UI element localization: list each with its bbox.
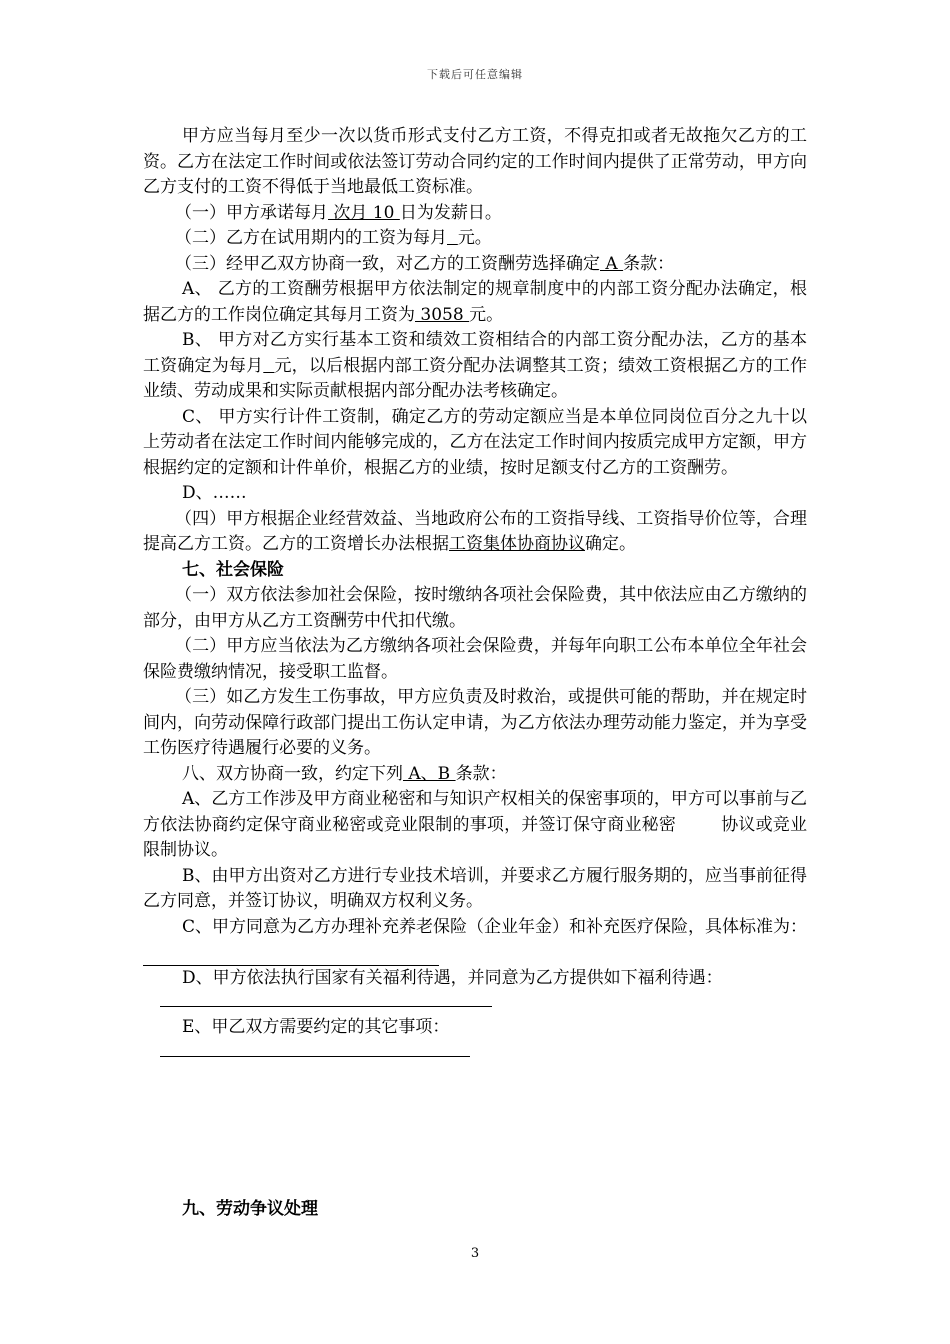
- paragraph-option-c: C、 甲方实行计件工资制，确定乙方的劳动定额应当是本单位同岗位百分之九十以上劳动者在法定工作时间内能够完成的，乙方在法定工作时间内按质完成甲方定额，甲方根据约定的定额和计件单价，根据乙方的业绩，按时足额支付乙方的工资酬劳。: [143, 406, 807, 478]
- document-body: [143, 124, 807, 1057]
- paragraph-8-e: E、甲乙双方需要约定的其它事项：: [182, 1017, 450, 1037]
- page-header: 下载后可任意编辑: [427, 68, 523, 81]
- paragraph-7-3: （三）如乙方发生工伤事故，甲方应负责及时救治，或提供可能的帮助，并在规定时间内，向劳动保障行政部门提出工伤认定申请，为乙方依法办理劳动能力鉴定，并为享受工伤医疗待遇履行必要的义务。: [143, 687, 807, 758]
- paragraph-8-b: B、由甲方出资对乙方进行专业技术培训，并要求乙方履行服务期的，应当事前征得乙方同意，并签订协议，明确双方权利义务。: [143, 865, 807, 911]
- page-number: 3: [470, 1246, 480, 1261]
- monthly-wage-value: 3058: [415, 304, 470, 325]
- paragraph-wage-option: （三）经甲乙双方协商一致，对乙方的工资酬劳选择确定 A 条款：: [175, 253, 675, 274]
- paragraph-8-a: A、乙方工作涉及甲方商业秘密和与知识产权相关的保密事项的，甲方可以事前与乙方依法协商约定保守商业秘密或竞业限制的事项，并签订保守商业秘密 协议或竞业限制协议。: [143, 789, 808, 860]
- paragraph-8-c: C、甲方同意为乙方办理补充养老保险（企业年金）和补充医疗保险，具体标准为：: [143, 915, 807, 966]
- paragraph-wage-payment: 甲方应当每月至少一次以货币形式支付乙方工资，不得克扣或者无故拖欠乙方的工资。乙方在法定工作时间或依法签订劳动合同约定的工作时间内提供了正常劳动，甲方向乙方支付的工资不得低于当地最低工资标准。: [143, 126, 807, 197]
- paragraph-wage-increase: （四）甲方根据企业经营效益、当地政府公布的工资指导线、工资指导价位等，合理提高乙方工资。乙方的工资增长办法根据工资集体协商协议确定。: [143, 508, 807, 554]
- payday-value: 次月 10: [328, 202, 400, 223]
- section-9-title: 九、劳动争议处理: [182, 1199, 318, 1219]
- paragraph-option-b: B、 甲方对乙方实行基本工资和绩效工资相结合的内部工资分配办法，乙方的基本工资确定为每月 元，以后根据内部工资分配办法调整其工资；绩效工资根据乙方的工作业绩、劳动成果和实际贡献根据内部分配办法考核确定。: [143, 330, 808, 401]
- probation-wage-blank: [447, 228, 458, 248]
- paragraph-7-2: （二）甲方应当依法为乙方缴纳各项社会保险费，并每年向职工公布本单位全年社会保险费缴纳情况，接受职工监督。: [143, 636, 807, 682]
- section-8-intro: 八、双方协商一致，约定下列 A、B 条款：: [182, 763, 507, 784]
- base-wage-blank: [263, 356, 274, 376]
- wage-option-value: A: [600, 253, 624, 274]
- other-matters-blank-line: [160, 1055, 470, 1057]
- paragraph-option-d: D、……: [182, 483, 247, 503]
- paragraph-8-d: D、甲方依法执行国家有关福利待遇，并同意为乙方提供如下福利待遇：: [182, 967, 723, 988]
- wage-agreement-value: 工资集体协商协议: [449, 534, 585, 554]
- supplementary-insurance-blank: [143, 947, 439, 966]
- paragraph-7-1: （一）双方依法参加社会保险，按时缴纳各项社会保险费，其中依法应由乙方缴纳的部分，由甲方从乙方工资酬劳中代扣代缴。: [143, 585, 807, 631]
- section-8-options-value: A、B: [403, 763, 456, 784]
- paragraph-probation-wage: （二）乙方在试用期内的工资为每月 元。: [175, 228, 492, 248]
- paragraph-option-a: A、 乙方的工资酬劳根据甲方依法制定的规章制度中的内部工资分配办法确定，根据乙方的工作岗位确定其每月工资为 3058 元。: [143, 279, 807, 325]
- paragraph-payday: （一）甲方承诺每月 次月 10 日为发薪日。: [175, 202, 502, 223]
- section-7-title: 七、社会保险: [182, 559, 284, 580]
